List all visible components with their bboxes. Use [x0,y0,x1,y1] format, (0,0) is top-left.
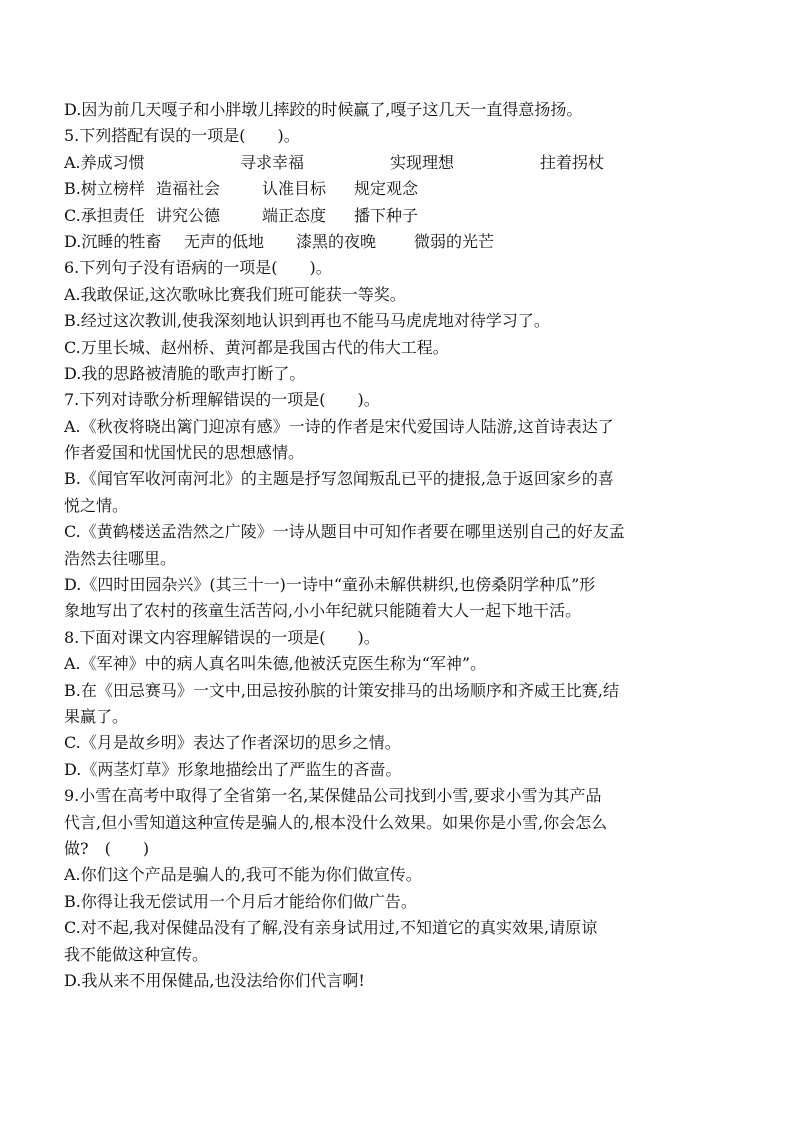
q5-option-d [64,229,736,255]
q5-option-c-3: 端正态度 [262,205,327,225]
q5-option-a-2: 寻求幸福 [240,152,305,172]
q7-option-b-line2: 悦之情。 [64,495,129,515]
q5-stem: 5.下列搭配有误的一项是( )。 [64,126,300,146]
q8-option-b-line1: B.在《田忌赛马》一文中,田忌按孙膑的计策安排马的出场顺序和齐威王比赛,结 [64,680,620,700]
q9-option-c-line2: 我不能做这种宣传。 [64,944,209,964]
q5-option-a-1: A.养成习惯 [64,152,145,172]
q7-option-c-line1: C.《黄鹤楼送孟浩然之广陵》一诗从题目中可知作者要在哪里送别自己的好友孟 [64,522,625,542]
document-page [64,97,736,994]
q7-option-a-line1: A.《秋夜将晓出篱门迎凉有感》一诗的作者是宋代爱国诗人陆游,这首诗表达了 [64,416,614,436]
q5-option-b [64,176,736,202]
q9-stem-line3: 做? ( ) [64,838,150,858]
q6-option-d: D.我的思路被清脆的歌声打断了。 [64,363,306,383]
q5-option-b-4: 规定观念 [354,179,419,199]
q5-option-d-2: 无声的低地 [184,231,265,251]
q5-option-c [64,203,736,229]
q8-stem: 8.下面对课文内容理解错误的一项是( )。 [64,627,380,647]
q5-option-c-4: 播下种子 [354,205,419,225]
q8-option-d: D.《两茎灯草》形象地描绘出了严监生的吝啬。 [64,759,402,779]
q5-option-d-3: 漆黑的夜晚 [296,231,377,251]
q5-option-b-1: B.树立榜样 [64,179,145,199]
q6-option-a: A.我敢保证,这次歌咏比赛我们班可能获一等奖。 [64,284,406,304]
q7-option-d-line1: D.《四时田园杂兴》(其三十一)一诗中“童孙未解供耕织,也傍桑阴学种瓜”形 [64,575,596,595]
q5-option-d-4: 微弱的光芒 [414,231,495,251]
q5-option-c-1: C.承担责任 [64,205,145,225]
q6-option-b: B.经过这次教训,使我深刻地认识到再也不能马马虎虎地对待学习了。 [64,311,550,331]
q5-option-d-1: D.沉睡的牲畜 [64,231,162,251]
q7-option-a-line2: 作者爱国和忧国忧民的思想感情。 [64,443,305,463]
q9-stem-line2: 代言,但小雪知道这种宣传是骗人的,根本没什么效果。如果你是小雪,你会怎么 [64,812,608,832]
q7-stem: 7.下列对诗歌分析理解错误的一项是( )。 [64,390,380,410]
q5-option-a-4: 拄着拐杖 [540,152,605,172]
q9-option-d: D.我从来不用保健品,也没法给你们代言啊! [64,970,365,990]
q6-option-c: C.万里长城、赵州桥、黄河都是我国古代的伟大工程。 [64,337,449,357]
q5-option-c-2: 讲究公德 [156,205,221,225]
q6-stem: 6.下列句子没有语病的一项是( )。 [64,258,332,278]
q5-option-b-3: 认准目标 [262,179,327,199]
q9-option-b: B.你得让我无偿试用一个月后才能给你们做广告。 [64,891,417,911]
q7-option-d-line2: 象地写出了农村的孩童生活苦闷,小小年纪就只能随着大人一起下地干活。 [64,601,582,621]
q5-option-a-3: 实现理想 [390,152,455,172]
q5-option-a [64,150,736,176]
q4-option-d: D.因为前几天嘎子和小胖墩儿摔跤的时候赢了,嘎子这几天一直得意扬扬。 [64,100,583,119]
q9-option-c-line1: C.对不起,我对保健品没有了解,没有亲身试用过,不知道它的真实效果,请原谅 [64,918,598,938]
q8-option-c: C.《月是故乡明》表达了作者深切的思乡之情。 [64,733,401,753]
q8-option-a: A.《军神》中的病人真名叫朱德,他被沃克医生称为“军神”。 [64,654,487,674]
q7-option-c-line2: 浩然去往哪里。 [64,548,177,568]
q9-stem-line1: 9.小雪在高考中取得了全省第一名,某保健品公司找到小雪,要求小雪为其产品 [64,786,602,806]
q9-option-a: A.你们这个产品是骗人的,我可不能为你们做宣传。 [64,865,422,885]
q7-option-b-line1: B.《闻官军收河南河北》的主题是抒写忽闻叛乱已平的捷报,急于返回家乡的喜 [64,469,614,489]
q8-option-b-line2: 果赢了。 [64,706,129,726]
q5-option-b-2: 造福社会 [156,179,221,199]
